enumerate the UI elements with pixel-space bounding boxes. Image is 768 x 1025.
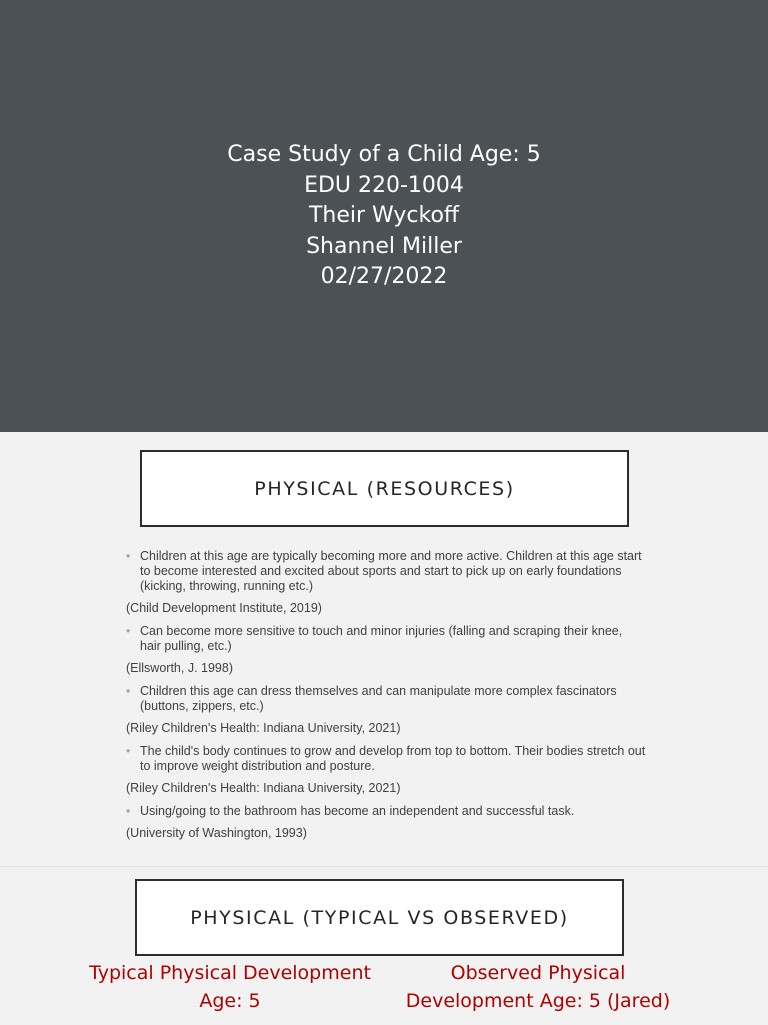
typical-development-heading: Typical Physical Development Age: 5: [89, 962, 371, 1012]
list-item: [126, 804, 646, 819]
resource-list: [126, 549, 646, 849]
list-item: [126, 549, 646, 594]
observed-development-heading: Observed Physical Development Age: 5 (Jared): [405, 962, 671, 1012]
title-line-3: Their Wyckoff: [308, 203, 460, 228]
title-line-5: 02/27/2022: [320, 264, 448, 289]
list-item: [126, 684, 646, 714]
title-line-2: EDU 220-1004: [304, 172, 464, 198]
slide-header: PHYSICAL (TYPICAL VS OBSERVED): [135, 879, 624, 956]
title-slide: [0, 0, 768, 432]
title-line-4: Shannel Miller: [306, 233, 462, 259]
list-item-text: Can become more sensitive to touch and minor injuries (falling and scraping their knee, hair pulling, etc.): [140, 624, 623, 653]
bullet-icon: •: [126, 684, 131, 698]
list-item: [126, 744, 646, 774]
bullet-icon: •: [126, 804, 131, 818]
physical-resources-slide: [0, 432, 768, 866]
title-block: [0, 140, 768, 293]
citation: (Riley Children's Health: Indiana University, 2021): [126, 781, 401, 795]
title-line-1: Case Study of a Child Age: 5: [227, 142, 541, 167]
list-item-text: Using/going to the bathroom has become an independent and successful task.: [140, 804, 575, 818]
list-item-text: The child's body continues to grow and develop from top to bottom. Their bodies stretch out to improve weight distribution and posture.: [140, 744, 646, 773]
bullet-icon: •: [126, 744, 131, 758]
list-item-text: Children this age can dress themselves and can manipulate more complex fascinators (buttons, zippers, etc.): [140, 684, 617, 713]
citation: (Child Development Institute, 2019): [126, 601, 322, 615]
bullet-icon: •: [126, 624, 131, 638]
list-item-text: Children at this age are typically becoming more and more active. Children at this age start to become interested and excited about sports and start to pick up on early foundations (kicking, throwing, running etc.): [140, 549, 642, 593]
slide-header: PHYSICAL (RESOURCES): [140, 450, 629, 527]
citation: (Riley Children's Health: Indiana University, 2021): [126, 721, 401, 735]
physical-typical-vs-observed-slide: [0, 866, 768, 1025]
bullet-icon: •: [126, 549, 131, 563]
list-item: [126, 624, 646, 654]
citation: (University of Washington, 1993): [126, 826, 307, 840]
citation: (Ellsworth, J. 1998): [126, 661, 233, 675]
